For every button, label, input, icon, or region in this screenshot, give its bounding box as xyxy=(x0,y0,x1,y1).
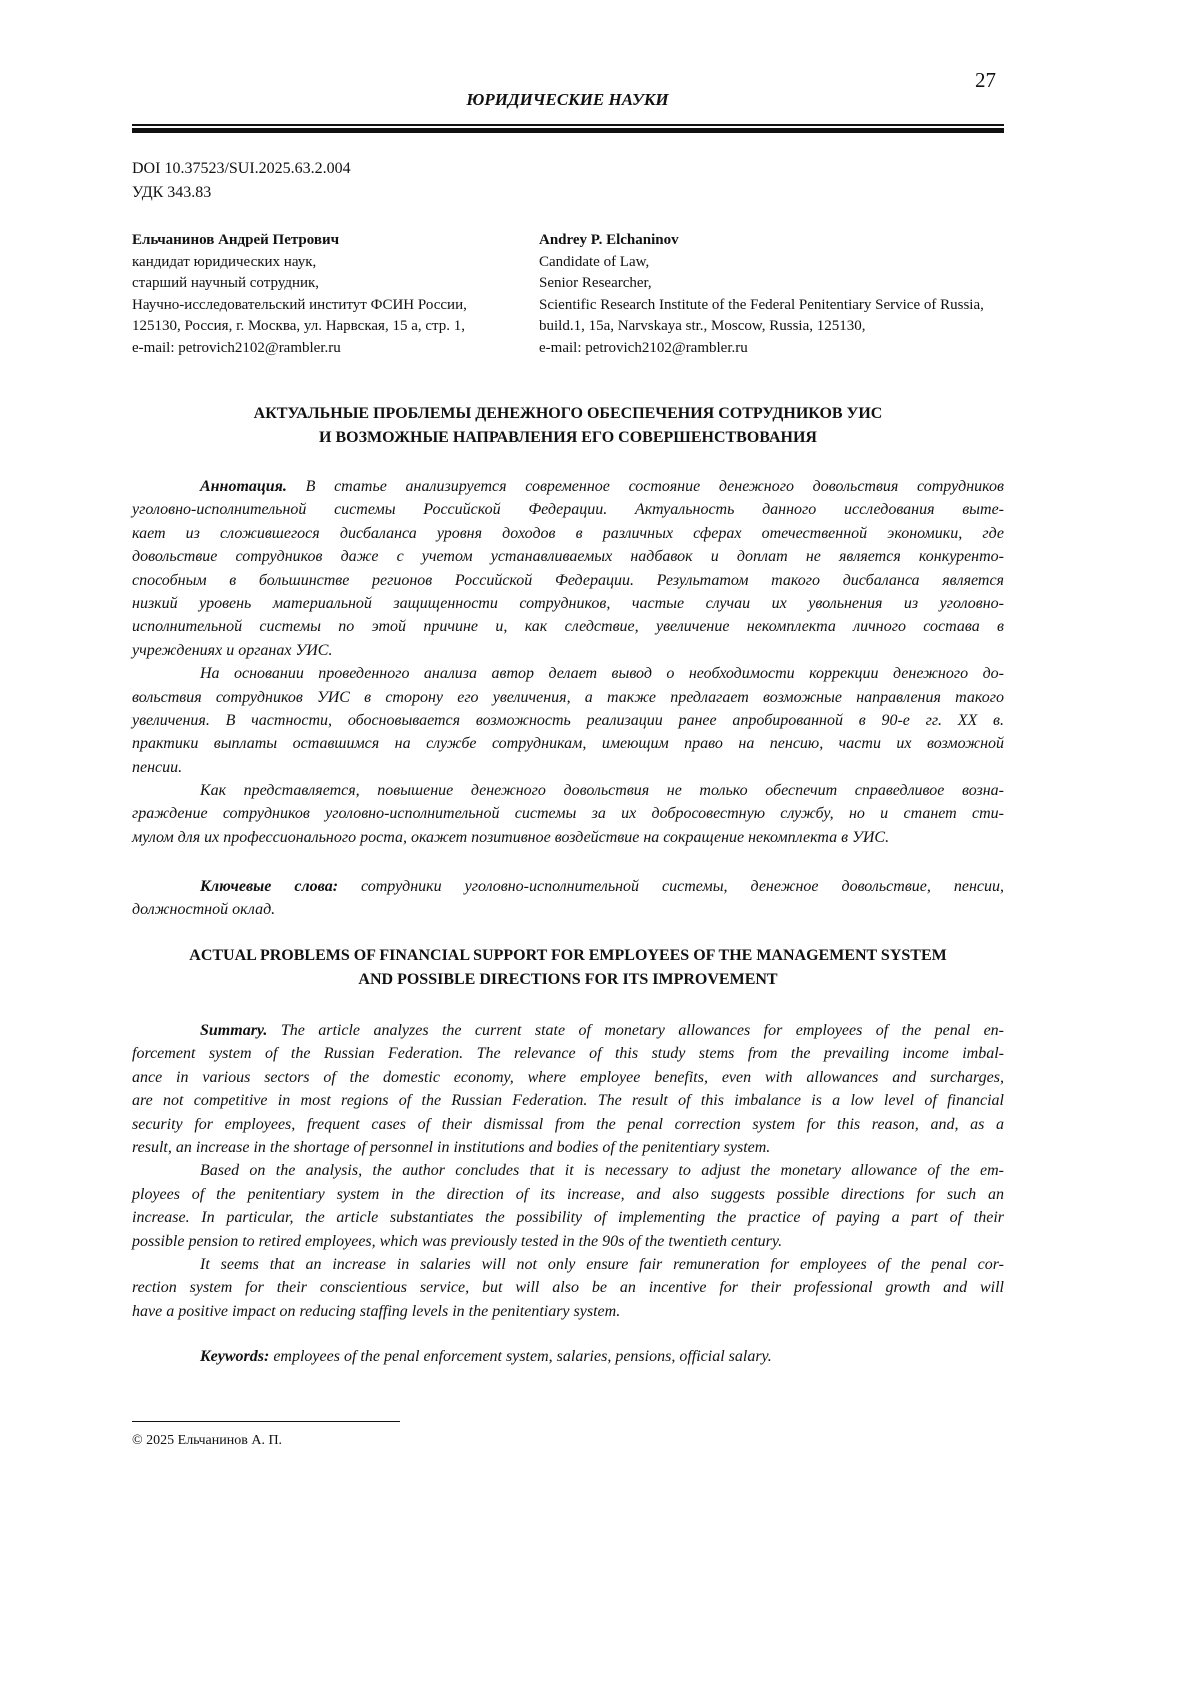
text-line xyxy=(132,498,1004,521)
line-text: сотрудники уголовно-исполнительной системы, денежное довольствие, пенсии, xyxy=(361,878,1004,895)
line-text: граждение сотрудников уголовно-исполнительной системы за их добросовестную службу, но и станет сти- xyxy=(132,805,1004,822)
line-text: are not competitive in most regions of the Russian Federation. The result of this imbalance is a low level of financial xyxy=(132,1092,1004,1109)
text-line xyxy=(132,779,1004,802)
line-text: increase. In particular, the article substantiates the possibility of implementing the practice of paying a part of their xyxy=(132,1209,1004,1226)
line-text: employees of the penal enforcement system, salaries, pensions, official salary. xyxy=(273,1348,771,1365)
line-text: ance in various sectors of the domestic economy, where employee benefits, even with allowances and surcharges, xyxy=(132,1069,1004,1086)
text-line xyxy=(132,732,1004,755)
text-line xyxy=(132,875,1004,898)
line-text: possible pension to retired employees, which was previously tested in the 90s of the twentieth century. xyxy=(132,1233,782,1250)
article-title-ru xyxy=(132,402,1004,450)
line-text: уголовно-исполнительной системы Российской Федерации. Актуальность данного исследования выте- xyxy=(132,501,1004,518)
text-line xyxy=(132,1159,1004,1182)
text-line xyxy=(132,522,1004,545)
running-head: ЮРИДИЧЕСКИЕ НАУКИ xyxy=(0,90,1135,110)
page-number: 27 xyxy=(975,68,996,93)
author-ru xyxy=(132,230,467,359)
section-lead: Summary. xyxy=(200,1022,281,1039)
line-text: практики выплаты оставшимся на службе сотрудникам, имеющим право на пенсию, части их возможной xyxy=(132,735,1004,752)
text-line xyxy=(132,1066,1004,1089)
line-text: учреждениях и органах УИС. xyxy=(132,642,332,659)
footnote-rule xyxy=(132,1421,400,1422)
header-rule-thin xyxy=(132,124,1004,126)
line-text: вольствия сотрудников УИС в сторону его увеличения, а также предлагает возможные направления такого xyxy=(132,689,1004,706)
section-lead: Аннотация. xyxy=(200,478,306,495)
text-line xyxy=(132,1136,1004,1159)
text-line xyxy=(132,1183,1004,1206)
line-text: have a positive impact on reducing staffing levels in the penitentiary system. xyxy=(132,1303,620,1320)
text-line xyxy=(132,709,1004,732)
author-email: e-mail: petrovich2102@rambler.ru xyxy=(539,338,984,360)
text-line xyxy=(132,756,1004,779)
author-en xyxy=(539,230,984,359)
line-text: The article analyzes the current state of monetary allowances for employees of the penal en- xyxy=(281,1022,1004,1039)
author-name-en: Andrey P. Elchaninov xyxy=(539,230,984,252)
line-text: исполнительной системы по этой причине и, как следствие, увеличение некомплекта личного состава в xyxy=(132,618,1004,635)
text-line xyxy=(132,686,1004,709)
title-line: И ВОЗМОЖНЫЕ НАПРАВЛЕНИЯ ЕГО СОВЕРШЕНСТВОВАНИЯ xyxy=(132,426,1004,450)
text-line xyxy=(132,1345,1004,1368)
title-line: ACTUAL PROBLEMS OF FINANCIAL SUPPORT FOR EMPLOYEES OF THE MANAGEMENT SYSTEM xyxy=(132,944,1004,968)
header-rule-thick xyxy=(132,128,1004,133)
text-line xyxy=(132,826,1004,849)
section-lead: Keywords: xyxy=(200,1348,273,1365)
title-line: АКТУАЛЬНЫЕ ПРОБЛЕМЫ ДЕНЕЖНОГО ОБЕСПЕЧЕНИЯ СОТРУДНИКОВ УИС xyxy=(132,402,1004,426)
line-text: увеличения. В частности, обосновывается возможность реализации ранее апробированной в 90-е гг. XX в. xyxy=(132,712,1004,729)
text-line xyxy=(132,1113,1004,1136)
line-text: rection system for their conscientious service, but will also be an incentive for their professional growth and will xyxy=(132,1279,1004,1296)
text-line xyxy=(132,1253,1004,1276)
text-line xyxy=(132,569,1004,592)
text-line xyxy=(132,1042,1004,1065)
author-line: старший научный сотрудник, xyxy=(132,273,467,295)
keywords-en xyxy=(132,1345,1004,1368)
keywords-ru xyxy=(132,875,1004,922)
author-line: Научно-исследовательский институт ФСИН России, xyxy=(132,295,467,317)
line-text: Based on the analysis, the author concludes that it is necessary to adjust the monetary allowance of the em- xyxy=(200,1162,1004,1179)
author-line: 125130, Россия, г. Москва, ул. Нарвская, 15 а, стр. 1, xyxy=(132,316,467,338)
text-line xyxy=(132,1230,1004,1253)
line-text: security for employees, frequent cases of their dismissal from the penal correction system for this reason, and, as a xyxy=(132,1116,1004,1133)
text-line xyxy=(132,1019,1004,1042)
line-text: It seems that an increase in salaries will not only ensure fair remuneration for employees of the penal cor- xyxy=(200,1256,1004,1273)
author-line: Senior Researcher, xyxy=(539,273,984,295)
line-text: довольствие сотрудников даже с учетом устанавливаемых надбавок и доплат не является конкуренто- xyxy=(132,548,1004,565)
line-text: forcement system of the Russian Federation. The relevance of this study stems from the prevailing income imbal- xyxy=(132,1045,1004,1062)
text-line xyxy=(132,615,1004,638)
abstract-ru xyxy=(132,475,1004,849)
doi: DOI 10.37523/SUI.2025.63.2.004 xyxy=(132,160,351,178)
line-text: низкий уровень материальной защищенности сотрудников, частые случаи их увольнения из уголовно- xyxy=(132,595,1004,612)
title-line: AND POSSIBLE DIRECTIONS FOR ITS IMPROVEMENT xyxy=(132,968,1004,992)
line-text: Как представляется, повышение денежного довольствия не только обеспечит справедливое возна- xyxy=(200,782,1004,799)
copyright: © 2025 Ельчанинов А. П. xyxy=(132,1433,282,1449)
line-text: На основании проведенного анализа автор делает вывод о необходимости коррекции денежного до- xyxy=(200,665,1004,682)
udc: УДК 343.83 xyxy=(132,184,211,202)
author-line: Scientific Research Institute of the Federal Penitentiary Service of Russia, xyxy=(539,295,984,317)
line-text: мулом для их профессионального роста, окажет позитивное воздействие на сокращение некомплекта в УИС. xyxy=(132,829,889,846)
author-name-ru: Ельчанинов Андрей Петрович xyxy=(132,230,467,252)
abstract-en xyxy=(132,1019,1004,1323)
text-line xyxy=(132,662,1004,685)
text-line xyxy=(132,1276,1004,1299)
line-text: способным в большинстве регионов Российской Федерации. Результатом такого дисбаланса является xyxy=(132,572,1004,589)
text-line xyxy=(132,639,1004,662)
text-line xyxy=(132,545,1004,568)
text-line xyxy=(132,898,1004,921)
author-email: e-mail: petrovich2102@rambler.ru xyxy=(132,338,467,360)
text-line xyxy=(132,1300,1004,1323)
line-text: result, an increase in the shortage of personnel in institutions and bodies of the penitentiary system. xyxy=(132,1139,770,1156)
text-line xyxy=(132,592,1004,615)
author-line: build.1, 15a, Narvskaya str., Moscow, Russia, 125130, xyxy=(539,316,984,338)
line-text: кает из сложившегося дисбаланса уровня доходов в различных сферах отечественной экономики, где xyxy=(132,525,1004,542)
line-text: ployees of the penitentiary system in the direction of its increase, and also suggests possible directions for such an xyxy=(132,1186,1004,1203)
line-text: должностной оклад. xyxy=(132,901,275,918)
author-line: Candidate of Law, xyxy=(539,252,984,274)
article-title-en xyxy=(132,944,1004,992)
text-line xyxy=(132,802,1004,825)
line-text: пенсии. xyxy=(132,759,182,776)
section-lead: Ключевые слова: xyxy=(200,878,361,895)
text-line xyxy=(132,1206,1004,1229)
line-text: В статье анализируется современное состояние денежного довольствия сотрудников xyxy=(306,478,1004,495)
text-line xyxy=(132,1089,1004,1112)
author-line: кандидат юридических наук, xyxy=(132,252,467,274)
text-line xyxy=(132,475,1004,498)
